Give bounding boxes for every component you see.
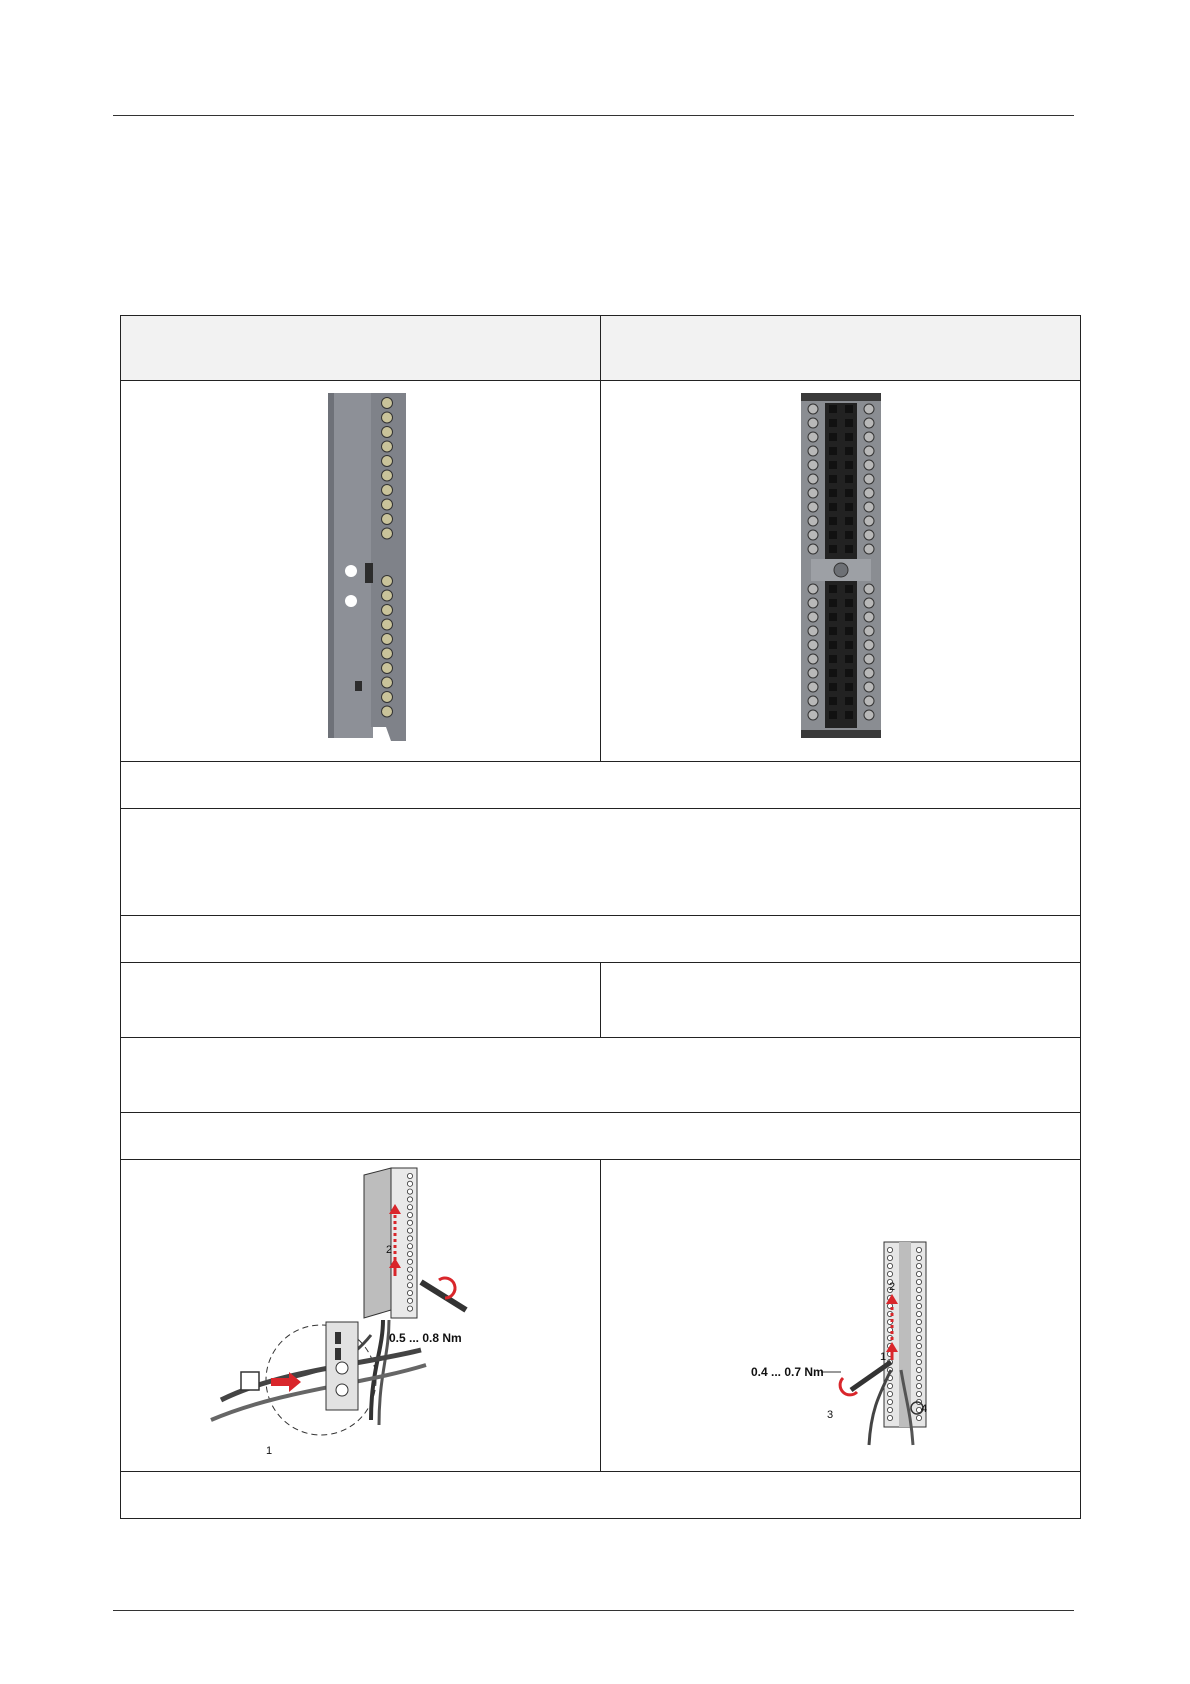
- wire-slot: [845, 503, 853, 511]
- screw-terminal: [382, 677, 393, 688]
- screw-terminal: [916, 1263, 921, 1268]
- screw-terminal: [864, 654, 874, 664]
- cable-tie-icon: [241, 1372, 259, 1390]
- wire-slot: [829, 711, 837, 719]
- header-cell-left: [121, 316, 601, 381]
- screw-terminal: [864, 640, 874, 650]
- wire-slot: [845, 669, 853, 677]
- screw-terminal: [887, 1407, 892, 1412]
- wire-slot: [829, 641, 837, 649]
- screw-terminal: [864, 696, 874, 706]
- wire-slot: [845, 531, 853, 539]
- screw-terminal: [382, 576, 393, 587]
- screw-terminal: [808, 516, 818, 526]
- screw-terminal: [407, 1220, 412, 1225]
- screw-terminal: [864, 502, 874, 512]
- screw-terminal: [407, 1244, 412, 1249]
- wire-slot: [829, 503, 837, 511]
- screw-terminal: [887, 1263, 892, 1268]
- screw-terminal: [916, 1327, 921, 1332]
- wire-slot: [829, 655, 837, 663]
- callout-3: 3: [827, 1409, 834, 1421]
- wire-slot: [845, 697, 853, 705]
- screw-terminal: [407, 1275, 412, 1280]
- screw-terminal: [382, 514, 393, 525]
- screw-terminal: [808, 474, 818, 484]
- screw-terminal: [864, 710, 874, 720]
- screw-terminal: [407, 1267, 412, 1272]
- wire-slot: [829, 545, 837, 553]
- screw-terminal: [864, 404, 874, 414]
- wire-slot: [829, 669, 837, 677]
- wire-slot: [845, 475, 853, 483]
- screw-terminal: [808, 446, 818, 456]
- photo-cell-40pin: [601, 381, 1081, 762]
- screw-terminal: [407, 1306, 412, 1311]
- wire-slot: [845, 599, 853, 607]
- torque-label-40: 0.4 ... 0.7 Nm: [751, 1365, 824, 1379]
- wire-slot: [845, 489, 853, 497]
- screw-terminal: [808, 654, 818, 664]
- wire-slot: [829, 461, 837, 469]
- text-row-5: [121, 1038, 1081, 1113]
- text-row-1: [121, 762, 1081, 809]
- screw-terminal: [916, 1295, 921, 1300]
- screw-terminal: [916, 1303, 921, 1308]
- screw-terminal: [382, 427, 393, 438]
- screw-terminal: [864, 544, 874, 554]
- callout-1: 1: [266, 1445, 273, 1457]
- screw-terminal: [916, 1359, 921, 1364]
- screw-terminal: [887, 1399, 892, 1404]
- screw-terminal: [808, 626, 818, 636]
- screw-terminal: [382, 648, 393, 659]
- torque-label-20: 0.5 ... 0.8 Nm: [389, 1331, 462, 1345]
- wiring-cell-20pin: [121, 1160, 601, 1472]
- screw-terminal: [916, 1351, 921, 1356]
- screw-terminal: [407, 1251, 412, 1256]
- footer-rule: [113, 1610, 1074, 1611]
- screw-terminal: [382, 485, 393, 496]
- screw-terminal: [407, 1212, 412, 1217]
- screw-terminal: [864, 530, 874, 540]
- screw-terminal: [916, 1311, 921, 1316]
- text-row-6: [121, 1113, 1081, 1160]
- screw-terminal: [808, 584, 818, 594]
- screw-terminal: [808, 682, 818, 692]
- screw-terminal: [864, 460, 874, 470]
- header-cell-right: [601, 316, 1081, 381]
- callout-4: 4: [921, 1403, 928, 1415]
- text-row-4-left: [121, 963, 601, 1038]
- screw-terminal: [916, 1335, 921, 1340]
- screw-terminal: [382, 528, 393, 539]
- wire-slot: [829, 489, 837, 497]
- screw-terminal: [808, 404, 818, 414]
- screw-terminal: [864, 598, 874, 608]
- wire-slot: [845, 545, 853, 553]
- screw-terminal: [808, 710, 818, 720]
- screw-terminal: [887, 1383, 892, 1388]
- screw-terminal: [808, 696, 818, 706]
- wire-slot: [845, 613, 853, 621]
- wire-slot: [829, 697, 837, 705]
- screw-terminal: [808, 640, 818, 650]
- screw-terminal: [808, 502, 818, 512]
- text-row-4: [121, 963, 1081, 1038]
- front-connector-table: [120, 315, 1081, 1519]
- text-row-2: [121, 809, 1081, 916]
- screw-terminal: [382, 634, 393, 645]
- screw-terminal: [916, 1279, 921, 1284]
- screw-terminal: [808, 668, 818, 678]
- screw-terminal: [407, 1236, 412, 1241]
- connector-photo-row: [121, 381, 1081, 762]
- screw-terminal: [382, 605, 393, 616]
- wiring-figure-row: [121, 1160, 1081, 1472]
- screw-terminal: [864, 488, 874, 498]
- wire-slot: [845, 461, 853, 469]
- screw-terminal: [864, 668, 874, 678]
- screw-terminal: [864, 626, 874, 636]
- screw-terminal: [382, 456, 393, 467]
- screw-terminal: [864, 682, 874, 692]
- screw-terminal: [382, 412, 393, 423]
- screw-terminal: [887, 1255, 892, 1260]
- wire-slot: [829, 475, 837, 483]
- screw-terminal: [916, 1247, 921, 1252]
- wire-slot: [829, 447, 837, 455]
- screw-terminal: [864, 612, 874, 622]
- wiring-diagram-20-pin: [121, 1160, 601, 1466]
- screw-terminal: [916, 1383, 921, 1388]
- screw-terminal: [382, 441, 393, 452]
- wire-slot: [829, 683, 837, 691]
- wire-slot: [829, 531, 837, 539]
- screw-terminal: [916, 1319, 921, 1324]
- screw-terminal: [808, 488, 818, 498]
- screw-terminal: [407, 1189, 412, 1194]
- screw-terminal: [916, 1343, 921, 1348]
- screw-terminal: [916, 1271, 921, 1276]
- header-rule: [113, 115, 1074, 116]
- screw-terminal: [382, 470, 393, 481]
- screw-terminal: [808, 612, 818, 622]
- screw-terminal: [382, 663, 393, 674]
- screw-terminal: [916, 1287, 921, 1292]
- wire-slot: [845, 683, 853, 691]
- screw-terminal: [407, 1228, 412, 1233]
- screw-terminal: [864, 584, 874, 594]
- table-header-row: [121, 316, 1081, 381]
- screwdriver-icon: [421, 1278, 466, 1310]
- text-row-4-right: [601, 963, 1081, 1038]
- screw-terminal: [864, 432, 874, 442]
- screw-terminal: [808, 530, 818, 540]
- screw-terminal: [864, 474, 874, 484]
- callout-2: 2: [889, 1281, 896, 1293]
- screw-terminal: [407, 1173, 412, 1178]
- screw-terminal: [382, 619, 393, 630]
- screw-terminal: [407, 1181, 412, 1186]
- screw-terminal: [864, 516, 874, 526]
- screw-terminal: [916, 1415, 921, 1420]
- screw-terminal: [808, 598, 818, 608]
- screw-terminal: [808, 460, 818, 470]
- wire-slot: [829, 405, 837, 413]
- wire-slot: [829, 613, 837, 621]
- wire-slot: [829, 585, 837, 593]
- screw-terminal: [916, 1375, 921, 1380]
- front-connector-20-pin-photo: [121, 381, 601, 756]
- wire-slot: [845, 585, 853, 593]
- wire-slot: [845, 711, 853, 719]
- screw-terminal: [382, 692, 393, 703]
- callout-1: 1: [880, 1351, 887, 1363]
- screw-terminal: [864, 418, 874, 428]
- screw-terminal: [407, 1290, 412, 1295]
- text-row-3: [121, 916, 1081, 963]
- screw-terminal: [407, 1197, 412, 1202]
- wire-slot: [845, 517, 853, 525]
- screw-terminal: [887, 1247, 892, 1252]
- screw-terminal: [887, 1391, 892, 1396]
- wire-slot: [829, 627, 837, 635]
- screw-terminal: [808, 432, 818, 442]
- wire-slot: [829, 599, 837, 607]
- callout-2: 2: [386, 1244, 393, 1256]
- screw-terminal: [382, 706, 393, 717]
- wire-slot: [845, 641, 853, 649]
- screw-terminal: [407, 1259, 412, 1264]
- wire-slot: [845, 405, 853, 413]
- screw-terminal: [382, 398, 393, 409]
- wire-slot: [845, 655, 853, 663]
- screw-terminal: [887, 1271, 892, 1276]
- wire-slot: [845, 433, 853, 441]
- text-row-7: [121, 1472, 1081, 1519]
- screw-terminal: [407, 1205, 412, 1210]
- screw-terminal: [887, 1415, 892, 1420]
- photo-cell-20pin: [121, 381, 601, 762]
- screw-terminal: [407, 1283, 412, 1288]
- screw-terminal: [808, 418, 818, 428]
- screw-terminal: [916, 1367, 921, 1372]
- wire-slot: [829, 433, 837, 441]
- screw-terminal: [382, 590, 393, 601]
- screw-terminal: [916, 1255, 921, 1260]
- front-connector-40-pin-photo: [601, 381, 1081, 756]
- screwdriver-icon: [840, 1362, 891, 1395]
- wire-slot: [829, 419, 837, 427]
- wiring-cell-40pin: [601, 1160, 1081, 1472]
- screw-terminal: [916, 1391, 921, 1396]
- screw-terminal: [407, 1298, 412, 1303]
- screw-terminal: [808, 544, 818, 554]
- screw-terminal: [382, 499, 393, 510]
- wire-slot: [829, 517, 837, 525]
- wire-slot: [845, 447, 853, 455]
- wiring-diagram-40-pin: [601, 1160, 1081, 1466]
- wire-slot: [845, 627, 853, 635]
- screw-terminal: [864, 446, 874, 456]
- wire-slot: [845, 419, 853, 427]
